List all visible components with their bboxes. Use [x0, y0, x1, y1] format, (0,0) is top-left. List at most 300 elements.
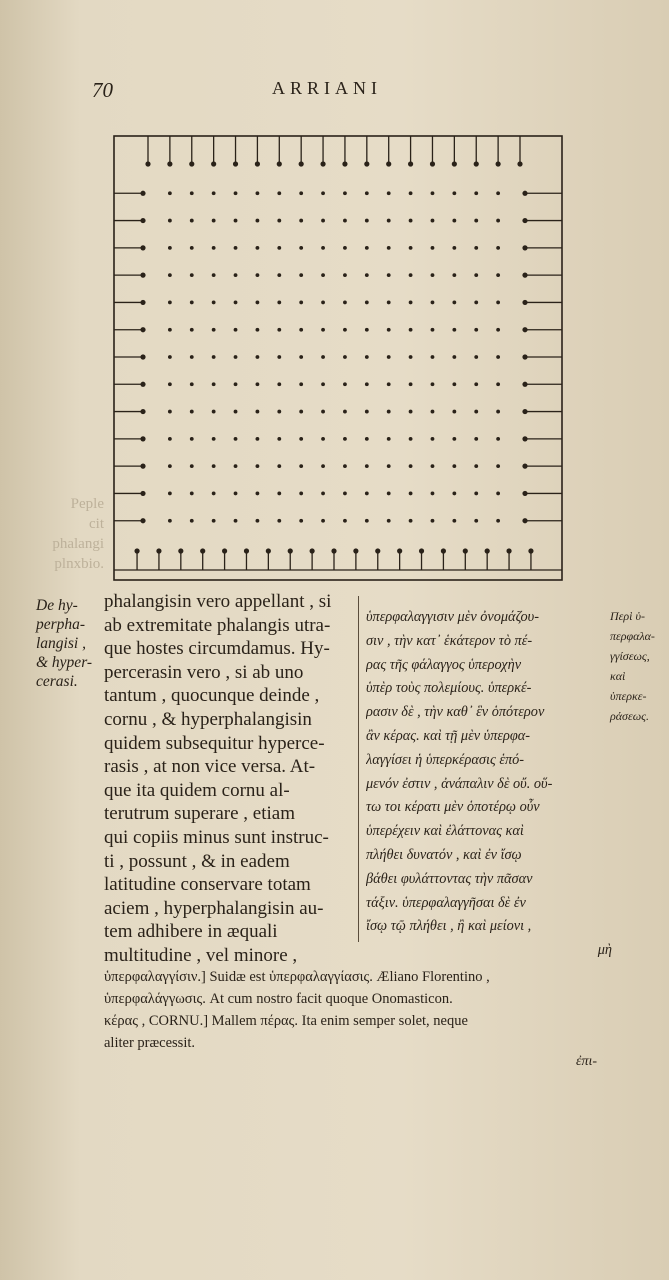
interior-soldier-dot [343, 301, 347, 305]
interior-soldier-dot [343, 437, 347, 441]
interior-soldier-dot [299, 219, 303, 223]
interior-soldier-dot [190, 410, 194, 414]
interior-soldier-dot [496, 410, 500, 414]
interior-soldier-dot [321, 191, 325, 195]
greek-line: ἴσῳ τῷ πλήθει , ἢ καὶ μείονι , [366, 918, 532, 935]
interior-soldier-dot [452, 301, 456, 305]
interior-soldier-dot [452, 437, 456, 441]
page-number: 70 [92, 78, 113, 102]
interior-soldier-dot [343, 492, 347, 496]
interior-soldier-dot [452, 464, 456, 468]
interior-soldier-dot [212, 492, 216, 496]
interior-soldier-dot [496, 301, 500, 305]
interior-soldier-dot [365, 219, 369, 223]
greek-line: βάθει φυλάττοντας τὴν πᾶσαν [366, 870, 533, 887]
interior-soldier-dot [365, 519, 369, 523]
bottom-soldier-dot [419, 548, 424, 553]
interior-soldier-dot [234, 191, 238, 195]
interior-soldier-dot [234, 355, 238, 359]
bottom-soldier-dot [134, 548, 139, 553]
interior-soldier-dot [452, 492, 456, 496]
interior-soldier-dot [496, 246, 500, 250]
interior-soldier-dot [234, 382, 238, 386]
interior-soldier-dot [474, 191, 478, 195]
interior-soldier-dot [256, 273, 260, 277]
interior-soldier-dot [190, 273, 194, 277]
greek-line: ρας τῆς φάλαγγος ὑπεροχὴν [366, 656, 522, 673]
top-soldier-dot [167, 161, 172, 166]
latin-line: ab extremitate phalangis utra- [104, 614, 331, 636]
margin-note-line: ὑπερκε- [610, 689, 647, 703]
right-soldier-dot [522, 518, 527, 523]
interior-soldier-dot [409, 382, 413, 386]
interior-soldier-dot [168, 437, 172, 441]
interior-soldier-dot [212, 355, 216, 359]
interior-soldier-dot [431, 464, 435, 468]
interior-soldier-dot [409, 301, 413, 305]
bottom-soldier-dot [266, 548, 271, 553]
right-soldier-dot [522, 300, 527, 305]
interior-soldier-dot [474, 301, 478, 305]
interior-soldier-dot [299, 519, 303, 523]
bottom-soldier-dot [244, 548, 249, 553]
ghost-line: cit [89, 516, 104, 532]
interior-soldier-dot [168, 219, 172, 223]
interior-soldier-dot [474, 355, 478, 359]
interior-soldier-dot [387, 273, 391, 277]
latin-line: cornu , & hyperphalangisin [104, 708, 312, 730]
interior-soldier-dot [365, 246, 369, 250]
greek-line: πλήθει δυνατόν , καὶ ἐν ἴσῳ [366, 846, 522, 863]
interior-soldier-dot [321, 219, 325, 223]
interior-soldier-dot [190, 437, 194, 441]
interior-soldier-dot [431, 410, 435, 414]
interior-soldier-dot [321, 328, 325, 332]
interior-soldier-dot [234, 492, 238, 496]
interior-soldier-dot [409, 519, 413, 523]
left-soldier-dot [140, 327, 145, 332]
interior-soldier-dot [343, 191, 347, 195]
interior-soldier-dot [256, 437, 260, 441]
interior-soldier-dot [212, 328, 216, 332]
latin-line: aciem , hyperphalangisin au- [104, 897, 324, 919]
bottom-soldier-dot [200, 548, 205, 553]
top-soldier-dot [211, 161, 216, 166]
interior-soldier-dot [431, 219, 435, 223]
interior-soldier-dot [387, 246, 391, 250]
top-soldier-dot [364, 161, 369, 166]
interior-soldier-dot [256, 382, 260, 386]
ghost-line: phalangi [52, 536, 104, 552]
margin-note-line: & hyper- [36, 654, 93, 671]
interior-soldier-dot [277, 519, 281, 523]
interior-soldier-dot [321, 355, 325, 359]
latin-line: phalangisin vero appellant , si [104, 591, 332, 612]
interior-soldier-dot [474, 464, 478, 468]
top-soldier-dot [320, 161, 325, 166]
interior-soldier-dot [343, 382, 347, 386]
interior-soldier-dot [387, 301, 391, 305]
interior-soldier-dot [277, 191, 281, 195]
margin-note-right [610, 606, 668, 726]
interior-soldier-dot [256, 246, 260, 250]
margin-note-line: ράσεως. [610, 709, 650, 723]
interior-soldier-dot [256, 301, 260, 305]
interior-soldier-dot [256, 191, 260, 195]
latin-line: multitudine , vel minore , [104, 944, 298, 966]
interior-soldier-dot [452, 382, 456, 386]
interior-soldier-dot [256, 219, 260, 223]
greek-line: σιν , τὴν κατ᾽ ἑκάτερον τὸ πέ- [366, 632, 533, 649]
latin-line: terutrum superare , etiam [104, 803, 295, 825]
ghost-line: plnxbio. [54, 556, 104, 572]
interior-soldier-dot [190, 301, 194, 305]
interior-soldier-dot [387, 191, 391, 195]
running-title: ARRIANI [272, 78, 382, 98]
latin-line: tantum , quocunque deinde , [104, 685, 320, 707]
interior-soldier-dot [299, 464, 303, 468]
interior-soldier-dot [168, 246, 172, 250]
interior-soldier-dot [343, 519, 347, 523]
interior-soldier-dot [234, 410, 238, 414]
interior-soldier-dot [277, 410, 281, 414]
interior-soldier-dot [409, 246, 413, 250]
interior-soldier-dot [321, 519, 325, 523]
right-soldier-dot [522, 218, 527, 223]
interior-soldier-dot [452, 355, 456, 359]
footnotes [104, 966, 624, 1054]
interior-soldier-dot [343, 328, 347, 332]
interior-soldier-dot [190, 519, 194, 523]
interior-soldier-dot [474, 273, 478, 277]
interior-soldier-dot [365, 273, 369, 277]
latin-line: latitudine conservare totam [104, 874, 311, 896]
latin-line: tem adhibere in æquali [104, 921, 278, 943]
interior-soldier-dot [190, 191, 194, 195]
top-soldier-dot [452, 161, 457, 166]
interior-soldier-dot [234, 273, 238, 277]
right-soldier-dot [522, 245, 527, 250]
bottom-soldier-dot [528, 548, 533, 553]
interior-soldier-dot [496, 191, 500, 195]
top-soldier-dot [299, 161, 304, 166]
interior-soldier-dot [299, 328, 303, 332]
top-soldier-dot [496, 161, 501, 166]
interior-soldier-dot [496, 273, 500, 277]
interior-soldier-dot [365, 437, 369, 441]
margin-note-line: καὶ [610, 669, 626, 683]
interior-soldier-dot [452, 519, 456, 523]
interior-soldier-dot [234, 246, 238, 250]
interior-soldier-dot [234, 301, 238, 305]
right-soldier-dot [522, 382, 527, 387]
greek-line: τάξιν. ὑπερφαλαγγῆσαι δὲ ἐν [366, 894, 526, 911]
greek-line: ὑπὲρ τοὺς πολεμίους. ὑπερκέ- [366, 680, 532, 697]
top-soldier-dot [189, 161, 194, 166]
interior-soldier-dot [277, 492, 281, 496]
column-divider [358, 596, 359, 942]
interior-soldier-dot [168, 328, 172, 332]
interior-soldier-dot [299, 301, 303, 305]
interior-soldier-dot [409, 355, 413, 359]
interior-soldier-dot [212, 273, 216, 277]
interior-soldier-dot [365, 464, 369, 468]
interior-soldier-dot [431, 301, 435, 305]
interior-soldier-dot [168, 464, 172, 468]
left-soldier-dot [140, 300, 145, 305]
interior-soldier-dot [321, 301, 325, 305]
interior-soldier-dot [234, 219, 238, 223]
interior-soldier-dot [234, 328, 238, 332]
interior-soldier-dot [387, 219, 391, 223]
top-soldier-dot [255, 161, 260, 166]
interior-soldier-dot [256, 410, 260, 414]
interior-soldier-dot [496, 219, 500, 223]
interior-soldier-dot [387, 464, 391, 468]
interior-soldier-dot [168, 410, 172, 414]
interior-soldier-dot [452, 328, 456, 332]
interior-soldier-dot [168, 355, 172, 359]
interior-soldier-dot [277, 219, 281, 223]
diagram-frame [114, 136, 562, 580]
interior-soldier-dot [299, 191, 303, 195]
interior-soldier-dot [321, 492, 325, 496]
interior-soldier-dot [431, 246, 435, 250]
bottom-soldier-dot [288, 548, 293, 553]
interior-soldier-dot [299, 410, 303, 414]
interior-soldier-dot [256, 492, 260, 496]
interior-soldier-dot [321, 464, 325, 468]
interior-soldier-dot [365, 301, 369, 305]
interior-soldier-dot [321, 382, 325, 386]
margin-note-line: cerasi. [36, 673, 78, 690]
interior-soldier-dot [496, 355, 500, 359]
right-soldier-dot [522, 327, 527, 332]
left-soldier-dot [140, 273, 145, 278]
interior-soldier-dot [190, 355, 194, 359]
right-soldier-dot [522, 491, 527, 496]
interior-soldier-dot [277, 382, 281, 386]
top-soldier-dot [408, 161, 413, 166]
top-soldier-dot [145, 161, 150, 166]
bottom-soldier-dot [331, 548, 336, 553]
interior-soldier-dot [299, 273, 303, 277]
interior-soldier-dot [474, 382, 478, 386]
margin-note-line: perpha- [36, 616, 86, 633]
interior-soldier-dot [321, 273, 325, 277]
interior-soldier-dot [277, 464, 281, 468]
left-soldier-dot [140, 191, 145, 196]
top-soldier-dot [517, 161, 522, 166]
running-head [0, 76, 669, 106]
interior-soldier-dot [299, 246, 303, 250]
interior-soldier-dot [343, 219, 347, 223]
left-soldier-dot [140, 218, 145, 223]
interior-soldier-dot [212, 382, 216, 386]
interior-soldier-dot [474, 410, 478, 414]
interior-soldier-dot [343, 410, 347, 414]
interior-soldier-dot [387, 437, 391, 441]
greek-line: ὑπερέχειν καὶ ἐλάττονας καὶ [366, 823, 524, 840]
interior-soldier-dot [256, 355, 260, 359]
footnote-line: κέρας , CORNU.] Mallem πέρας. Ita enim semper solet, neque [104, 1013, 468, 1029]
left-soldier-dot [140, 518, 145, 523]
interior-soldier-dot [299, 382, 303, 386]
interior-soldier-dot [299, 355, 303, 359]
interior-soldier-dot [387, 382, 391, 386]
interior-soldier-dot [496, 328, 500, 332]
interior-soldier-dot [190, 246, 194, 250]
bottom-soldier-dot [506, 548, 511, 553]
greek-line: ρασιν δὲ , τὴν καθ᾽ ἓν ὁπότερον [366, 704, 545, 721]
right-soldier-dot [522, 464, 527, 469]
footnote-line: ὑπερφαλάγγωσις. At cum nostro facit quoque Onomasticon. [104, 991, 453, 1007]
interior-soldier-dot [452, 246, 456, 250]
interior-soldier-dot [365, 410, 369, 414]
left-soldier-dot [140, 354, 145, 359]
interior-soldier-dot [496, 492, 500, 496]
margin-note-line: langisi , [36, 635, 86, 652]
interior-soldier-dot [343, 273, 347, 277]
interior-soldier-dot [409, 191, 413, 195]
interior-soldier-dot [343, 355, 347, 359]
greek-line: ἂν κέρας. καὶ τῇ μὲν ὑπερφα- [366, 727, 531, 744]
interior-soldier-dot [409, 273, 413, 277]
interior-soldier-dot [474, 492, 478, 496]
interior-soldier-dot [212, 191, 216, 195]
right-soldier-dot [522, 436, 527, 441]
left-soldier-dot [140, 436, 145, 441]
interior-soldier-dot [212, 437, 216, 441]
interior-soldier-dot [256, 519, 260, 523]
interior-soldier-dot [409, 219, 413, 223]
top-soldier-dot [474, 161, 479, 166]
bottom-soldier-dot [222, 548, 227, 553]
interior-soldier-dot [212, 301, 216, 305]
catchword: ἐπι- [576, 1054, 598, 1069]
interior-soldier-dot [387, 492, 391, 496]
interior-soldier-dot [168, 519, 172, 523]
interior-soldier-dot [474, 328, 478, 332]
margin-note-left [36, 596, 106, 691]
footnote-line: aliter præcessit. [104, 1035, 196, 1051]
interior-soldier-dot [234, 464, 238, 468]
margin-note-line: De hy- [36, 597, 78, 614]
margin-note-line: γγίσεως, [610, 649, 650, 663]
interior-soldier-dot [474, 437, 478, 441]
interior-soldier-dot [409, 410, 413, 414]
interior-soldier-dot [474, 519, 478, 523]
latin-line: rasis , at non vice versa. At- [104, 756, 316, 778]
right-soldier-dot [522, 409, 527, 414]
latin-line: percerasin vero , si ab uno [104, 661, 304, 683]
interior-soldier-dot [365, 191, 369, 195]
interior-soldier-dot [256, 464, 260, 468]
interior-soldier-dot [474, 219, 478, 223]
interior-soldier-dot [431, 328, 435, 332]
right-soldier-dot [522, 191, 527, 196]
interior-soldier-dot [168, 492, 172, 496]
latin-line: que ita quidem cornu al- [104, 779, 290, 801]
interior-soldier-dot [496, 382, 500, 386]
interior-soldier-dot [343, 464, 347, 468]
bottom-soldier-dot [485, 548, 490, 553]
interior-soldier-dot [431, 437, 435, 441]
interior-soldier-dot [212, 464, 216, 468]
margin-note-line: περφαλα- [610, 629, 655, 643]
interior-soldier-dot [387, 328, 391, 332]
top-soldier-dot [277, 161, 282, 166]
latin-line: quidem subsequitur hyperce- [104, 732, 325, 754]
footnote-line: ὑπερφαλαγγίσιν.] Suidæ est ὑπερφαλαγγίασις. Æliano Florentino , [104, 969, 490, 985]
left-soldier-dot [140, 491, 145, 496]
interior-soldier-dot [387, 355, 391, 359]
bottom-soldier-dot [441, 548, 446, 553]
right-soldier-dot [522, 273, 527, 278]
interior-soldier-dot [277, 355, 281, 359]
left-soldier-dot [140, 382, 145, 387]
interior-soldier-dot [496, 464, 500, 468]
interior-soldier-dot [365, 355, 369, 359]
interior-soldier-dot [431, 382, 435, 386]
interior-soldier-dot [190, 492, 194, 496]
greek-line: μὴ [597, 942, 612, 959]
interior-soldier-dot [256, 328, 260, 332]
left-soldier-dot [140, 245, 145, 250]
greek-line: τω τοι κέρατι μὲν ὁποτέρῳ οὖν [366, 799, 540, 816]
interior-soldier-dot [409, 492, 413, 496]
interior-soldier-dot [387, 519, 391, 523]
interior-soldier-dot [168, 273, 172, 277]
interior-soldier-dot [212, 410, 216, 414]
interior-soldier-dot [212, 246, 216, 250]
greek-text-column [366, 606, 612, 963]
interior-soldier-dot [277, 273, 281, 277]
interior-soldier-dot [409, 328, 413, 332]
left-soldier-dot [140, 409, 145, 414]
top-soldier-dot [430, 161, 435, 166]
interior-soldier-dot [168, 301, 172, 305]
interior-soldier-dot [299, 437, 303, 441]
latin-text-column [104, 590, 354, 968]
latin-line: ti , possunt , & in eadem [104, 850, 290, 872]
bottom-soldier-dot [397, 548, 402, 553]
interior-soldier-dot [168, 191, 172, 195]
interior-soldier-dot [409, 464, 413, 468]
interior-soldier-dot [496, 437, 500, 441]
interior-soldier-dot [431, 492, 435, 496]
phalanx-formation-diagram [108, 128, 568, 590]
ghost-line: Peple [70, 496, 104, 512]
interior-soldier-dot [190, 382, 194, 386]
top-soldier-dot [233, 161, 238, 166]
interior-soldier-dot [212, 519, 216, 523]
interior-soldier-dot [452, 191, 456, 195]
interior-soldier-dot [474, 246, 478, 250]
top-soldier-dot [386, 161, 391, 166]
interior-soldier-dot [212, 219, 216, 223]
interior-soldier-dot [234, 519, 238, 523]
show-through-text [28, 494, 104, 574]
latin-line: que hostes circumdamus. Hy- [104, 638, 330, 660]
interior-soldier-dot [321, 246, 325, 250]
greek-line: λαγγίσει ἡ ὑπερκέρασις ἑπό- [366, 751, 525, 768]
interior-soldier-dot [190, 328, 194, 332]
interior-soldier-dot [452, 273, 456, 277]
interior-soldier-dot [365, 382, 369, 386]
greek-line: μενόν ἐστιν , ἀνάπαλιν δὲ οὔ. οὕ- [366, 775, 553, 792]
interior-soldier-dot [409, 437, 413, 441]
